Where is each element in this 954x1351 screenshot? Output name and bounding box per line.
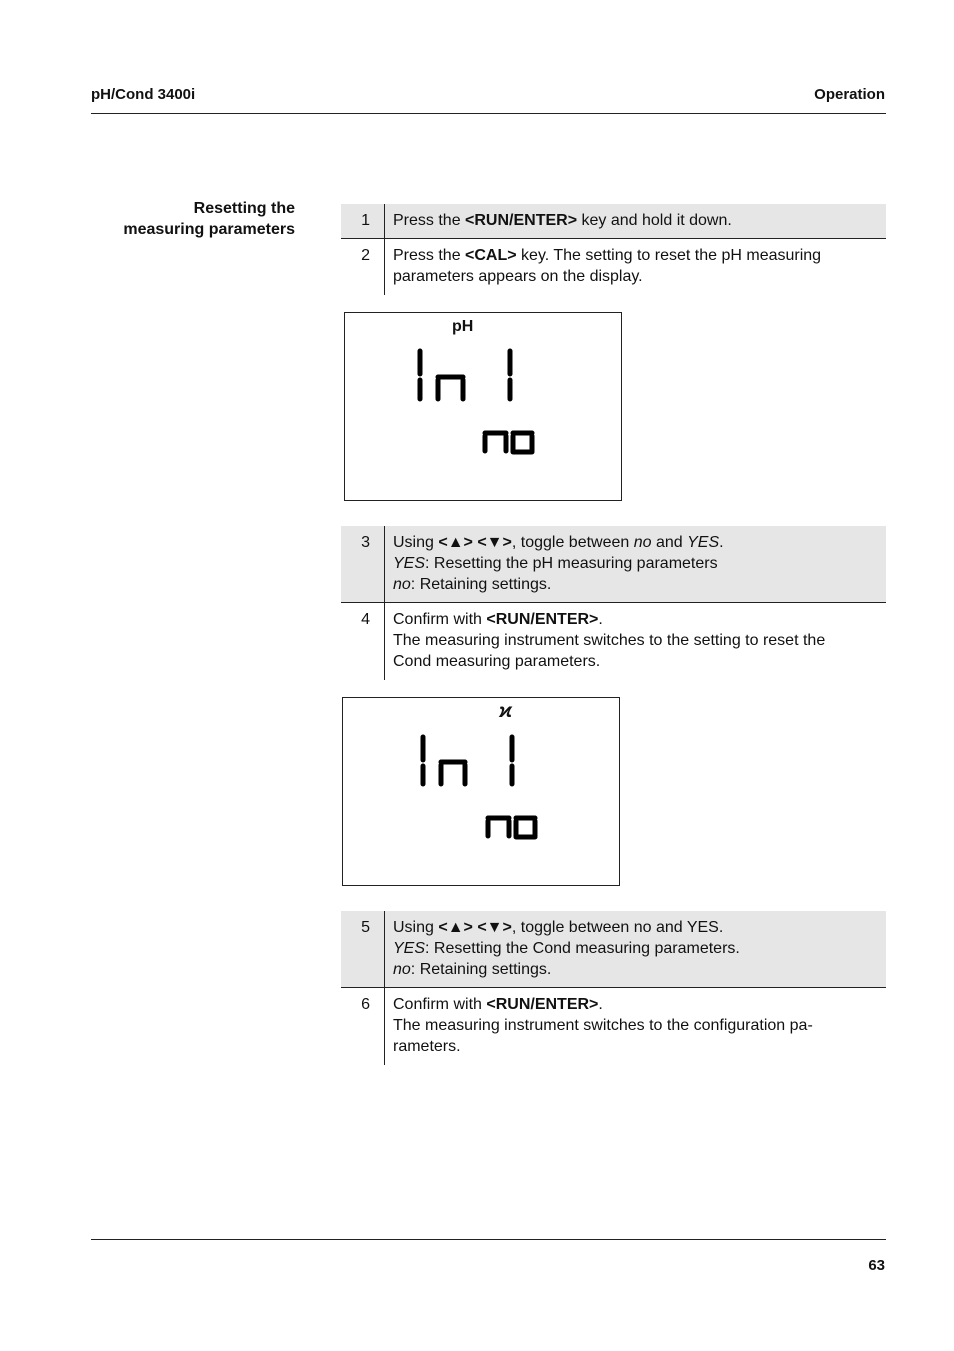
- steps-table-1: [341, 204, 886, 295]
- step-row: [341, 603, 886, 680]
- step-row: [341, 988, 886, 1065]
- step-row: [341, 204, 886, 239]
- step-number: 2: [361, 247, 370, 264]
- page-number: 63: [868, 1257, 885, 1274]
- step-number: 3: [361, 534, 370, 551]
- footer-rule: [91, 1239, 886, 1240]
- step-text: Press the <RUN/ENTER> key and hold it down.: [384, 204, 886, 238]
- step-text: Confirm with <RUN/ENTER>. The measuring instrument switches to the configuration pa- rameters.: [384, 988, 886, 1065]
- lcd-display-ph: [344, 312, 622, 501]
- lcd-segments: [343, 698, 621, 887]
- step-number: 5: [361, 919, 370, 936]
- step-row: [341, 526, 886, 603]
- header-rule: [91, 113, 886, 114]
- steps-table-3: [341, 911, 886, 1065]
- lcd-segments: [345, 313, 623, 502]
- step-text: Using <▲> <▼>, toggle between no and YES. YES: Resetting the pH measuring parameters no: Retaining settings.: [384, 526, 886, 602]
- conductivity-indicator: ϰ: [499, 701, 512, 722]
- step-text: Press the <CAL> key. The setting to reset the pH measuring parameters appears on the display.: [384, 239, 886, 295]
- running-header-chapter: Operation: [814, 86, 885, 103]
- section-title: Resetting the measuring parameters: [123, 200, 295, 238]
- step-number: 6: [361, 996, 370, 1013]
- ph-indicator: pH: [452, 318, 474, 335]
- step-text: Confirm with <RUN/ENTER>. The measuring instrument switches to the setting to reset the Cond measuring parameters.: [384, 603, 886, 680]
- step-row: [341, 239, 886, 295]
- step-row: [341, 911, 886, 988]
- step-text: Using <▲> <▼>, toggle between no and YES. YES: Resetting the Cond measuring parameters. no: Retaining settings.: [384, 911, 886, 987]
- steps-table-2: [341, 526, 886, 680]
- step-number: 1: [361, 212, 370, 229]
- step-number: 4: [361, 611, 370, 628]
- running-header-product: pH/Cond 3400i: [91, 86, 196, 103]
- lcd-display-cond: [342, 697, 620, 886]
